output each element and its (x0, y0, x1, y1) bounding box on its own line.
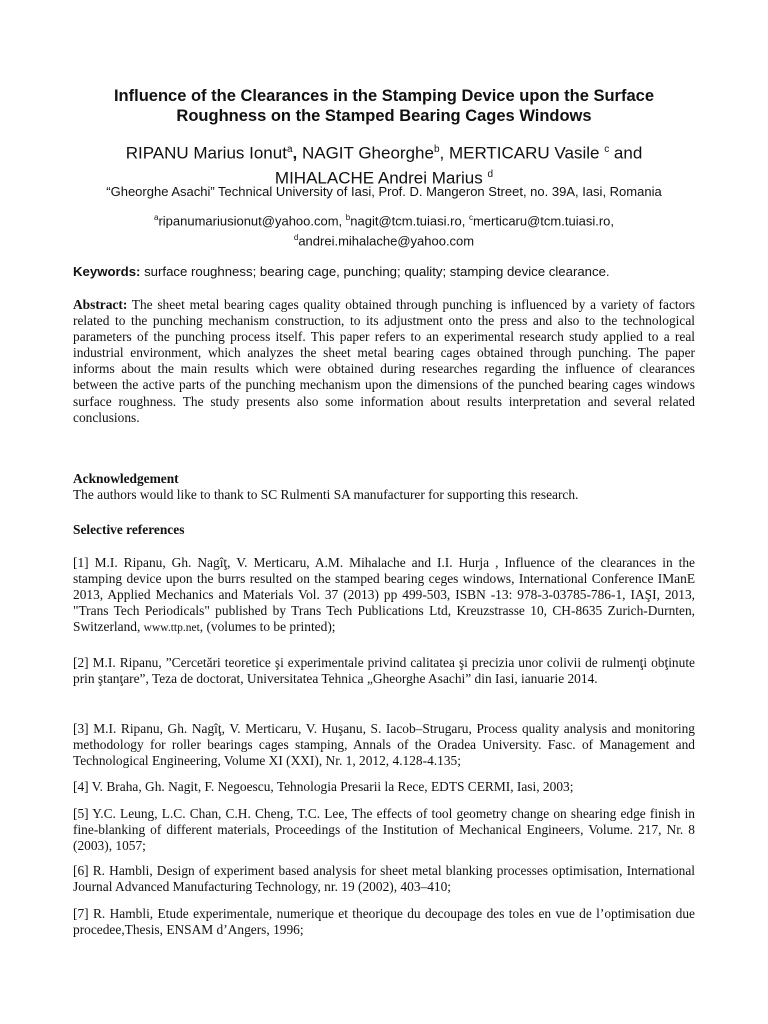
email-b: nagit@tcm.tuiasi.ro, (350, 213, 469, 229)
reference-1-tail: , (volumes to be printed); (199, 619, 336, 635)
email-c-mark: c (468, 213, 473, 222)
author-list (60, 139, 708, 188)
email-d: andrei.mihalache@yahoo.com (298, 233, 475, 249)
title-line-1: Influence of the Clearances in the Stamping Device upon the Surface (113, 87, 655, 105)
author-2-affil-mark: b (433, 144, 440, 155)
reference-1 (73, 555, 695, 636)
author-separator: , (292, 143, 298, 163)
paper-title (60, 86, 708, 126)
abstract-text: The sheet metal bearing cages quality obtained through punching is influenced by a variety of factors related to the punching mechanism construction, to its adjustment onto the press and also to the technological parameters of the punching process itself. This paper refers to an experimental research study applied to a real industrial environment, which analyzes the sheet metal bearing cages obtained through punching. The paper informs about the main results which were obtained during researches regarding the influence of clearances between the active parts of the punching mechanism upon the dimensions of the punched bearing cages windows surface roughness. The study presents also some information about results interpretation and several related conclusions. (73, 297, 695, 425)
acknowledgement-heading: Acknowledgement (73, 471, 179, 486)
reference-1-text: [1] M.I. Ripanu, Gh. Nagîţ, V. Merticaru, A.M. Mihalache and I.I. Hurja , Influence of the clearances in the stamping device upon the burrs resulted on the stamped bearing ceges windows, International Conference IManE 2013, Applied Mechanics and Materials Vol. 37 (2013) pp 499-503, ISBN -13: 978-3-03785-786-1, IAŞI, 2013, "Trans Tech Periodicals" published by Trans Tech Publications Ltd, Kreuzstrasse 10, CH-8635 Zurich-Durnten, Switzerland, (73, 555, 695, 635)
email-a: ripanumariusionut@yahoo.com, (158, 213, 346, 229)
reference-6: [6] R. Hambli, Design of experiment based analysis for sheet metal blanking processes optimisation, International Journal Advanced Manufacturing Technology, nr. 19 (2002), 403–410; (73, 863, 695, 895)
affiliation: “Gheorghe Asachi” Technical University of Iasi, Prof. D. Mangeron Street, no. 39A, Iasi, Romania (106, 184, 662, 199)
author-3: , MERTICARU Vasile (439, 143, 605, 163)
author-4-affil-mark: d (487, 168, 494, 180)
reference-3: [3] M.I. Ripanu, Gh. Nagîţ, V. Merticaru, V. Huşanu, S. Iacob–Strugaru, Process quality analysis and monitoring methodology for roller bearings cages stamping, Annals of the Oradea University. Fasc. of Management and Technological Engineering, Volume XI (XXI), Nr. 1, 2012, 4.128-4.135; (73, 721, 695, 769)
reference-4: [4] V. Braha, Gh. Nagit, F. Negoescu, Tehnologia Presarii la Rece, EDTS CERMI, Iasi, 2003; (73, 779, 574, 794)
references-heading: Selective references (73, 522, 185, 537)
reference-1-url: www.ttp.net (143, 622, 200, 635)
reference-2: [2] M.I. Ripanu, ”Cercetări teoretice şi experimentale privind calitatea şi precizia unor colivii de rulmenţi obţinute prin ştanţare”, Teza de doctorat, Universitatea Tehnica „Gheorghe Asachi” din Iasi, ianuarie 2014. (73, 655, 695, 687)
email-b-mark: b (345, 213, 351, 222)
acknowledgement-text: The authors would like to thank to SC Rulmenti SA manufacturer for supporting this research. (73, 487, 579, 502)
author-conjunction: and (609, 143, 643, 163)
email-c: merticaru@tcm.tuiasi.ro, (472, 213, 614, 229)
author-2: NAGIT Gheorghe (297, 143, 434, 163)
abstract-label: Abstract: (73, 297, 128, 312)
email-a-mark: a (153, 213, 159, 222)
keywords-text: surface roughness; bearing cage, punching; quality; stamping device clearance. (140, 264, 610, 279)
author-4: MIHALACHE Andrei Marius (274, 168, 488, 188)
author-1-affil-mark: a (286, 144, 293, 155)
keywords (73, 263, 703, 280)
keywords-label: Keywords: (73, 264, 141, 279)
reference-7: [7] R. Hambli, Etude experimentale, numerique et theorique du decoupage des toles en vue de l’optimisation due procedee,Thesis, ENSAM d’Angers, 1996; (73, 906, 695, 938)
author-emails (60, 209, 708, 250)
abstract (73, 297, 695, 426)
author-1: RIPANU Marius Ionut (125, 143, 287, 163)
email-d-mark: d (293, 233, 299, 243)
reference-5: [5] Y.C. Leung, L.C. Chan, C.H. Cheng, T.C. Lee, The effects of tool geometry change on shearing edge finish in fine-blanking of different materials, Proceedings of the Institution of Mechanical Engineers, Volume. 217, Nr. 8 (2003), 1057; (73, 806, 695, 854)
title-line-2: Roughness on the Stamped Bearing Cages Windows (176, 107, 592, 125)
author-3-affil-mark: c (604, 144, 610, 155)
